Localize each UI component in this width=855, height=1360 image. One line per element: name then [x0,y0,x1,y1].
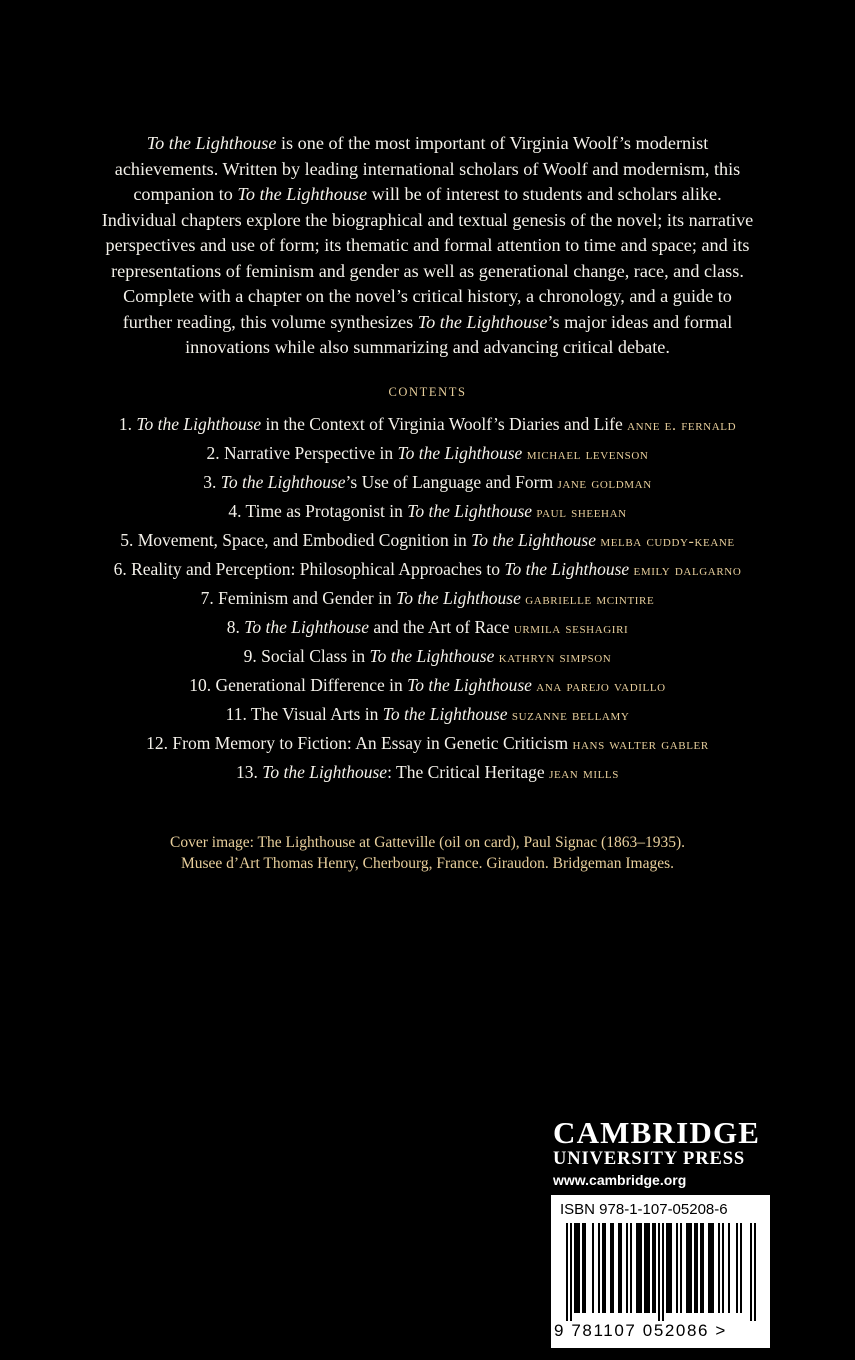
contents-item [80,644,775,673]
contents-item [80,760,775,789]
barcode-bar [670,1223,672,1313]
contents-heading: CONTENTS [388,385,467,399]
chapter-author: melba cuddy-keane [600,533,735,550]
chapter-title-italic: To the Lighthouse [471,530,596,550]
chapter-title: 10. Generational Difference in [189,675,408,695]
barcode-bar [646,1223,648,1313]
chapter-title: and the Art of Race [369,617,510,637]
barcode-bar [668,1223,670,1313]
description-blurb [100,131,755,361]
publisher-name: CAMBRIDGE [553,1115,761,1150]
barcode-icon [557,1223,766,1321]
chapter-author: urmila seshagiri [513,620,629,637]
publisher-url: www.cambridge.org [553,1172,687,1188]
blurb-text: is one of the most important of Virginia Woolf’s modernist achievements. Written by leading international scholars of Woolf and modernism, this companion to [114,133,741,204]
contents-item [80,499,775,528]
barcode-bar [754,1223,756,1321]
barcode-bar [728,1223,730,1313]
chapter-title: 1. [118,414,137,434]
barcode-bar [612,1223,614,1313]
barcode-bar [710,1223,712,1313]
chapter-author: ana parejo vadillo [536,678,666,695]
barcode-bar [708,1223,710,1313]
barcode-bar [750,1223,752,1321]
chapter-title: 11. The Visual Arts in [225,704,383,724]
barcode-bar [654,1223,656,1313]
chapter-title: 4. Time as Protagonist in [228,501,408,521]
publisher-logo [553,1115,775,1189]
barcode-bar [638,1223,640,1313]
blurb-title-italic: To the Lighthouse [417,311,548,332]
barcode-bar [604,1223,606,1313]
blurb-text: will be of interest to students and scholars alike. Individual chapters explore the biographical and textual genesis of the novel; its narrative perspectives and use of form; its thematic and formal attention to time and space; and its representations of feminism and gender as well as generational change, race, and class. Complete with a chapter on the novel’s critical history, a chronology, and a guide to further reading, this volume synthesizes [101,184,754,332]
barcode-bar [680,1223,682,1313]
chapter-title: 12. From Memory to Fiction: An Essay in Genetic Criticism [146,733,569,753]
barcode-bar [662,1223,664,1321]
chapter-title: 7. Feminism and Gender in [200,588,397,608]
chapter-author: paul sheehan [536,504,627,521]
contents-item [80,412,775,441]
chapter-author: michael levenson [526,446,649,463]
chapter-title-italic: To the Lighthouse [397,443,523,463]
barcode-bar [740,1223,742,1313]
chapter-author: suzanne bellamy [511,707,630,724]
barcode-digits: 9 781107 052086 > [554,1321,727,1340]
chapter-author: emily dalgarno [633,562,742,579]
blurb-title-italic: To the Lighthouse [237,184,368,204]
chapter-author: kathryn simpson [498,649,612,666]
barcode-bar [636,1223,638,1313]
contents-item [80,673,775,702]
barcode-bar [640,1223,642,1313]
barcode-bar [644,1223,646,1313]
chapter-title: 13. [236,762,263,782]
chapter-title-italic: To the Lighthouse [220,472,346,492]
chapter-title: ’s Use of Language and Form [345,472,554,492]
barcode-bar [570,1223,572,1321]
chapter-title-italic: To the Lighthouse [369,646,495,666]
contents-item [80,557,775,586]
barcode-bar [658,1223,660,1321]
chapter-title-italic: To the Lighthouse [262,762,388,782]
cover-credit [80,832,775,874]
contents-item [80,528,775,557]
barcode-bar [592,1223,594,1313]
barcode-bar [598,1223,600,1313]
chapter-title: 5. Movement, Space, and Embodied Cognition in [120,530,472,550]
barcode-bar [584,1223,586,1313]
barcode-bar [582,1223,584,1313]
cover-credit-line-2: Musee d’Art Thomas Henry, Cherbourg, France. Giraudon. Bridgeman Images. [180,855,674,872]
barcode-bar [736,1223,738,1313]
barcode-bar [648,1223,650,1313]
barcode-bar [718,1223,720,1313]
chapter-author: jane goldman [557,475,652,492]
cover-credit-line-1: Cover image: The Lighthouse at Gatteville (oil on card), Paul Signac (1863–1935). [170,834,685,851]
barcode-bar [574,1223,576,1313]
contents-list [80,412,775,789]
chapter-author: jean mills [549,765,619,782]
contents-item [80,441,775,470]
contents-item [80,470,775,499]
barcode-bar [712,1223,714,1313]
barcode-bar [694,1223,696,1313]
barcode-bar [610,1223,612,1313]
chapter-author: gabrielle mcintire [525,591,655,608]
chapter-title: 3. [203,472,221,492]
blurb-text: ’s major ideas and formal innovations while also summarizing and advancing critical debate. [185,311,733,357]
barcode-bar [700,1223,702,1313]
chapter-title-italic: To the Lighthouse [504,559,630,579]
contents-item [80,586,775,615]
chapter-title: in the Context of Virginia Woolf’s Diaries and Life [261,414,623,434]
barcode-bar [676,1223,678,1313]
chapter-author: anne e. fernald [627,417,737,434]
barcode-bar [620,1223,622,1313]
barcode-bar [652,1223,654,1313]
chapter-title: 8. [226,617,245,637]
barcode-bar [602,1223,604,1313]
chapter-title-italic: To the Lighthouse [244,617,370,637]
barcode-bar [688,1223,690,1313]
chapter-title: 9. Social Class in [243,646,370,666]
isbn-text: ISBN 978-1-107-05208-6 [560,1201,728,1218]
barcode-label [551,1195,770,1348]
chapter-title: 6. Reality and Perception: Philosophical Approaches to [113,559,505,579]
chapter-author: hans walter gabler [572,736,709,753]
chapter-title-italic: To the Lighthouse [396,588,521,608]
contents-item [80,702,775,731]
publisher-press: UNIVERSITY PRESS [553,1149,746,1169]
barcode-bar [566,1223,568,1321]
barcode-bar [722,1223,724,1313]
chapter-title: 2. Narrative Perspective in [206,443,398,463]
barcode-bar [630,1223,632,1313]
barcode-bar [696,1223,698,1313]
barcode-bar [702,1223,704,1313]
chapter-title-italic: To the Lighthouse [136,414,262,434]
barcode-bar [690,1223,692,1313]
contents-item [80,731,775,760]
barcode-bar [618,1223,620,1313]
barcode-bar [576,1223,578,1313]
blurb-title-italic: To the Lighthouse [146,133,277,153]
chapter-title-italic: To the Lighthouse [382,704,508,724]
chapter-title: : The Critical Heritage [387,762,545,782]
barcode-bar [626,1223,628,1313]
barcode-bar [666,1223,668,1313]
chapter-title-italic: To the Lighthouse [407,501,533,521]
barcode-bar [578,1223,580,1313]
barcode-bar [686,1223,688,1313]
chapter-title-italic: To the Lighthouse [407,675,532,695]
contents-item [80,615,775,644]
